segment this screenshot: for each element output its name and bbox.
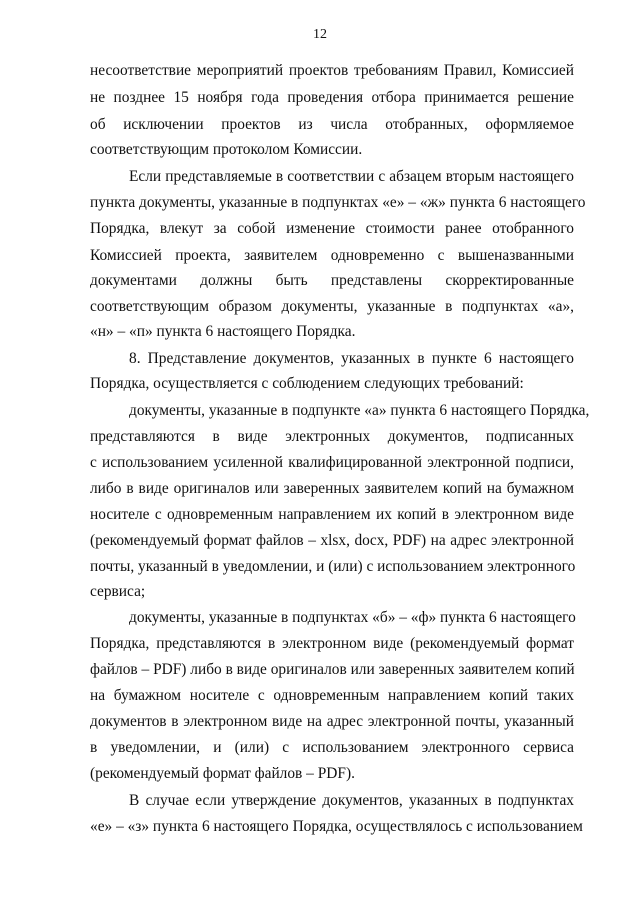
text-line: документов в электронном виде на адрес электронной почты, указанный (90, 713, 574, 730)
text-line: несоответствие мероприятий проектов требованиям Правил, Комиссией (90, 62, 574, 79)
text-line: (рекомендуемый формат файлов – PDF). (90, 765, 355, 782)
text-line: 8. Представление документов, указанных в пункте 6 настоящего (129, 350, 574, 367)
text-line: файлов – PDF) либо в виде оригиналов или заверенных заявителем копий (90, 661, 575, 678)
text-line: соответствующим протоколом Комиссии. (90, 141, 363, 158)
text-line: Если представляемые в соответствии с абзацем вторым настоящего (129, 168, 574, 185)
text-line: документы, указанные в подпунктах «б» – «ф» пункта 6 настоящего (129, 609, 576, 626)
text-line: не позднее 15 ноября года проведения отбора принимается решение (90, 89, 574, 106)
text-line: (рекомендуемый формат файлов – xlsx, docx, PDF) на адрес электронной (90, 532, 574, 549)
text-line: носителе с одновременным направлением их копий в электронном виде (90, 506, 574, 523)
text-line: почты, указанный в уведомлении, и (или) с использованием электронного (90, 558, 576, 575)
page-number: 12 (313, 27, 327, 42)
text-line: В случае если утверждение документов, указанных в подпунктах (129, 792, 574, 809)
text-line: сервиса; (90, 583, 146, 600)
text-line: «е» – «з» пункта 6 настоящего Порядка, осуществлялось с использованием (90, 818, 583, 835)
text-line: Порядка, представляются в электронном виде (рекомендуемый формат (90, 635, 574, 652)
text-line: либо в виде оригиналов или заверенных заявителем копий на бумажном (90, 480, 574, 497)
text-line: об исключении проектов из числа отобранных, оформляемое (90, 116, 574, 133)
text-line: представляются в виде электронных документов, подписанных (90, 428, 574, 445)
text-line: документы, указанные в подпункте «а» пункта 6 настоящего Порядка, (129, 402, 590, 419)
text-line: Порядка, влекут за собой изменение стоимости ранее отобранного (90, 220, 574, 237)
text-line: документами должны быть представлены скорректированные (90, 272, 574, 289)
text-line: «н» – «п» пункта 6 настоящего Порядка. (90, 323, 356, 340)
text-line: Комиссией проекта, заявителем одновременно с вышеназванными (90, 247, 574, 264)
text-line: на бумажном носителе с одновременным направлением копий таких (90, 687, 574, 704)
text-line: Порядка, осуществляется с соблюдением следующих требований: (90, 375, 524, 392)
text-line: с использованием усиленной квалифицированной электронной подписи, (90, 454, 574, 471)
text-line: пункта документы, указанные в подпунктах «е» – «ж» пункта 6 настоящего (90, 194, 586, 211)
text-line: в уведомлении, и (или) с использованием электронного сервиса (90, 739, 574, 756)
text-line: соответствующим образом документы, указанные в подпунктах «а», (90, 298, 574, 315)
